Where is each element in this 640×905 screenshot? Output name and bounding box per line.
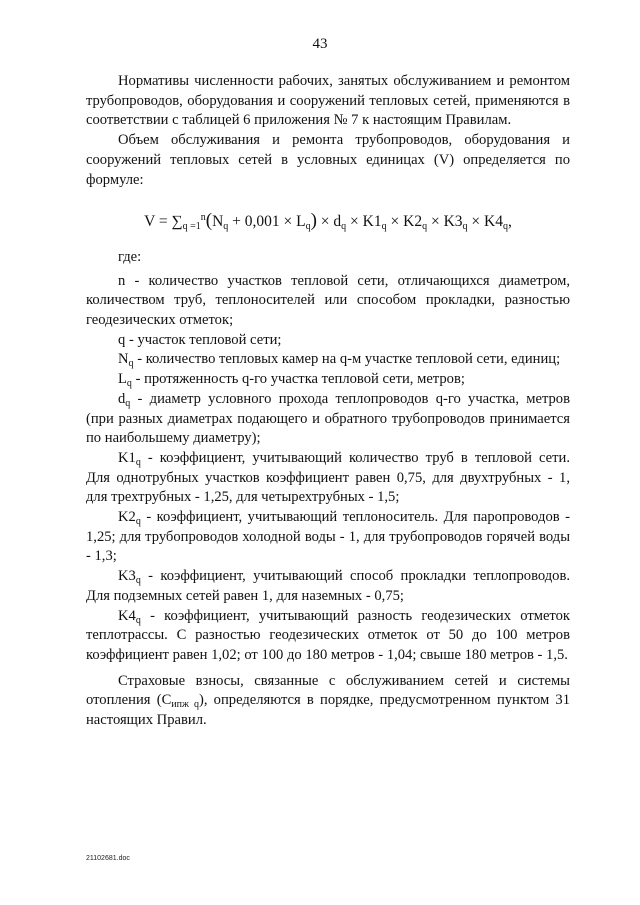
definition-dq: $d_q$ - диаметр условного прохода теплопроводов q-го участка, метров (при разных диаметрах подающего и обратного трубопроводов принимается по наибольшему диаметру);: [86, 390, 570, 447]
document-filename: 21102681.doc: [86, 855, 130, 862]
paragraph-insurance-contributions: Страховые взносы, связанные с обслуживанием сетей и системы отопления $(С_{ипж q})$, определяются в порядке, предусмотренном пунктом 31 настоящих Правил.: [86, 672, 570, 729]
definition-nq: $N_q$ - количество тепловых камер на q-м участке тепловой сети, единиц;: [118, 351, 561, 370]
definition-k4: $K4_q$ - коэффициент, учитывающий разность геодезических отметок теплотрассы. С разностью геодезических отметок от 50 до 100 метров коэффициент равен 1,02; от 100 до 180 метров - 1,04; свыше 180 метров - 1,5.: [86, 607, 570, 663]
definition-k2: $K2_q$ - коэффициент, учитывающий теплоноситель. Для паропроводов - 1,25; для трубопроводов холодной воды - 1, для трубопроводов горячей воды - 1,3;: [86, 509, 570, 565]
definition-lq: $L_q$ - протяженность q-го участка тепловой сети, метров;: [118, 371, 465, 390]
document-body: [86, 72, 570, 731]
definition-k1: $K1_q$ - коэффициент, учитывающий количество труб в тепловой сети. Для однотрубных участков коэффициент равен 0,75, для двухтрубных - 1, для трехтрубных - 1,25, для четырехтрубных - 1,5;: [86, 449, 570, 506]
page-number: 43: [312, 36, 328, 52]
definition-n: n - количество участков тепловой сети, отличающихся диаметром, количеством труб, теплоносителей или способом прокладки, разностью геодезических отметок;: [86, 272, 570, 329]
definition-k3: $K3_q$ - коэффициент, учитывающий способ прокладки теплопроводов. Для подземных сетей равен 1, для наземных - 0,75;: [86, 568, 570, 604]
paragraph-staffing-norms: Нормативы численности рабочих, занятых обслуживанием и ремонтом трубопроводов, оборудования и сооружений тепловых сетей, применяются в соответствии с таблицей 6 приложения № 7 к настоящим Правилам.: [86, 73, 570, 129]
volume-formula: $V = \sum_{q =1}^n(N_q + 0,001 \times L_q) \times d_q \times K1_q \times K2_q \times K3_q \times K4_q$,: [144, 210, 512, 233]
where-label: где:: [118, 248, 142, 265]
paragraph-volume-intro: Объем обслуживания и ремонта трубопроводов, оборудования и сооружений тепловых сетей в условных единицах (V) определяется по формуле:: [86, 132, 570, 188]
definition-q: q - участок тепловой сети;: [118, 331, 282, 348]
